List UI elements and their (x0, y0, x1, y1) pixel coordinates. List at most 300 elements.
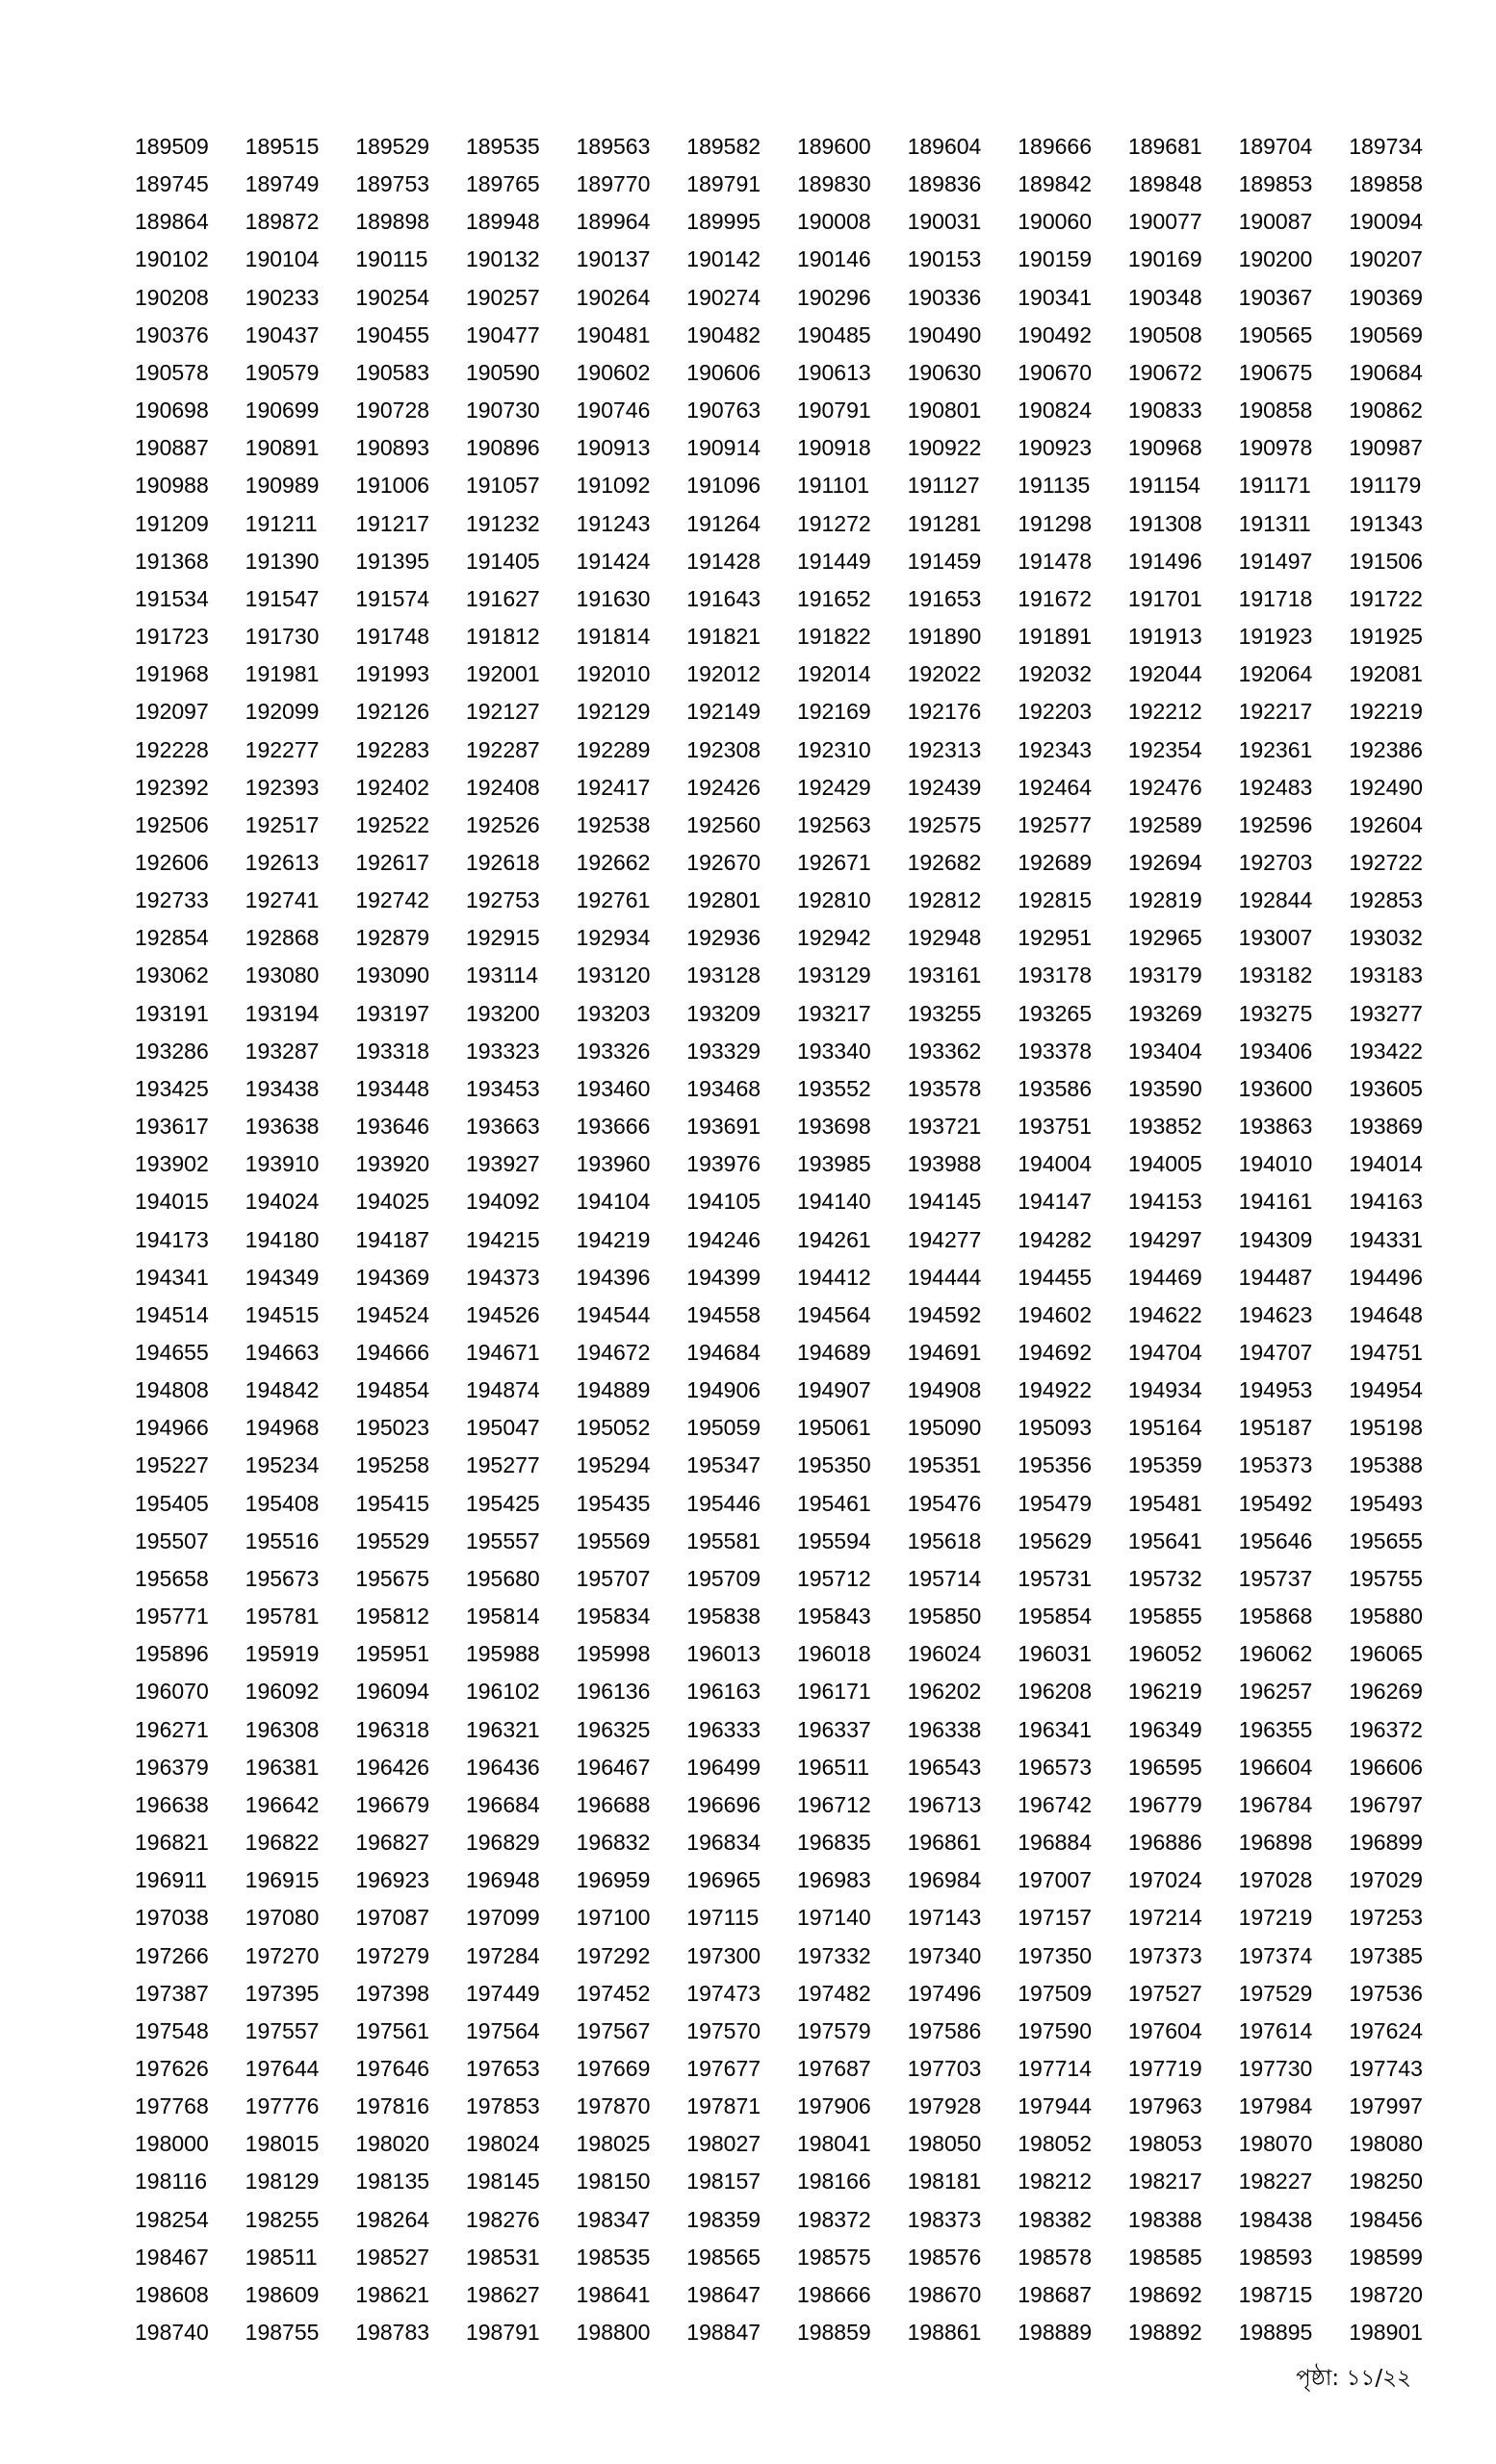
roll-number-cell: 197266 (135, 1942, 209, 1968)
roll-number-cell: 198027 (686, 2131, 761, 2157)
roll-number-cell: 190274 (686, 284, 761, 310)
roll-number-cell: 191311 (1238, 510, 1311, 536)
roll-number-cell: 189830 (796, 171, 871, 197)
roll-number-cell: 192032 (1018, 661, 1092, 687)
roll-number-cell: 196341 (1018, 1716, 1092, 1742)
table-row (135, 1824, 1459, 1861)
roll-number-cell: 192575 (907, 811, 982, 837)
roll-number-cell: 197143 (907, 1905, 982, 1931)
roll-number-cell: 191652 (796, 585, 871, 611)
roll-number-cell: 192212 (1127, 699, 1202, 725)
roll-number-cell: 189600 (796, 134, 871, 159)
roll-number-cell: 190675 (1238, 359, 1313, 385)
table-row (135, 354, 1459, 392)
roll-number-cell: 196355 (1238, 1716, 1313, 1742)
roll-number-cell: 196965 (686, 1867, 761, 1893)
roll-number-cell: 194487 (1238, 1264, 1313, 1290)
roll-number-cell: 189604 (907, 134, 982, 159)
roll-number-cell: 192670 (686, 849, 761, 875)
roll-number-cell: 194014 (1349, 1151, 1423, 1177)
roll-number-cell: 193422 (1349, 1038, 1423, 1064)
roll-number-cell: 198254 (135, 2206, 209, 2232)
roll-number-cell: 192313 (907, 736, 982, 762)
roll-number-cell: 190978 (1238, 435, 1313, 461)
roll-number-cell: 198585 (1127, 2244, 1202, 2270)
roll-number-cell: 192277 (245, 736, 320, 762)
table-row (135, 1938, 1459, 1975)
roll-number-cell: 195227 (135, 1452, 209, 1478)
roll-number-cell: 198116 (135, 2169, 208, 2194)
roll-number-cell: 192577 (1018, 811, 1092, 837)
roll-number-cell: 193910 (245, 1151, 320, 1177)
table-row (135, 1485, 1459, 1523)
roll-number-cell: 194496 (1349, 1264, 1423, 1290)
roll-number-cell: 198641 (576, 2281, 651, 2307)
roll-number-cell: 191993 (355, 661, 430, 687)
roll-number-cell: 197579 (796, 2017, 871, 2043)
roll-number-cell: 198527 (355, 2244, 430, 2270)
roll-number-cell: 195731 (1018, 1565, 1092, 1591)
roll-number-cell: 194623 (1238, 1301, 1313, 1327)
roll-number-cell: 198783 (355, 2320, 430, 2346)
roll-number-cell: 192012 (686, 661, 761, 687)
roll-number-cell: 196163 (686, 1679, 761, 1705)
roll-number-cell: 194874 (465, 1377, 540, 1403)
roll-number-cell: 198608 (135, 2281, 209, 2307)
roll-number-cell: 193920 (355, 1151, 430, 1177)
roll-number-cell: 196467 (576, 1754, 651, 1780)
roll-number-cell: 196911 (135, 1867, 208, 1893)
roll-number-cell: 193869 (1349, 1114, 1423, 1140)
roll-number-cell: 190437 (245, 321, 320, 347)
roll-number-cell: 197557 (245, 2017, 320, 2043)
roll-number-cell: 193988 (907, 1151, 982, 1177)
roll-number-cell: 191496 (1127, 548, 1202, 574)
roll-number-cell: 192753 (465, 887, 540, 913)
roll-number-cell: 198511 (245, 2244, 318, 2270)
roll-number-cell: 195446 (686, 1490, 761, 1516)
roll-number-cell: 196779 (1127, 1791, 1202, 1817)
roll-number-cell: 197482 (796, 1980, 871, 2006)
roll-number-cell: 190254 (355, 284, 430, 310)
roll-number-cell: 196325 (576, 1716, 651, 1742)
roll-number-cell: 193114 (465, 962, 539, 988)
roll-number-cell: 195090 (907, 1415, 982, 1441)
roll-number-cell: 192761 (576, 887, 651, 913)
roll-number-cell: 198720 (1349, 2281, 1423, 2307)
table-row (135, 543, 1459, 580)
roll-number-cell: 191821 (686, 624, 761, 650)
roll-number-cell: 192097 (135, 699, 209, 725)
table-row (135, 166, 1459, 203)
roll-number-cell: 192694 (1127, 849, 1202, 875)
roll-number-cell: 196822 (245, 1830, 320, 1856)
roll-number-cell: 190801 (907, 398, 982, 424)
roll-number-cell: 196202 (907, 1679, 982, 1705)
roll-number-cell: 192099 (245, 699, 320, 725)
roll-number-cell: 190730 (465, 398, 540, 424)
roll-number-cell: 196835 (796, 1830, 871, 1856)
roll-number-cell: 194163 (1349, 1189, 1423, 1215)
roll-number-cell: 197548 (135, 2017, 209, 2043)
roll-number-cell: 189582 (686, 134, 761, 159)
roll-number-cell: 197997 (1349, 2093, 1423, 2119)
roll-number-cell: 198715 (1238, 2281, 1313, 2307)
table-row (135, 1409, 1459, 1447)
roll-number-cell: 193852 (1127, 1114, 1202, 1140)
roll-number-cell: 193277 (1349, 1000, 1423, 1026)
roll-number-cell: 196102 (465, 1679, 540, 1705)
roll-number-cell: 198531 (465, 2244, 540, 2270)
roll-number-cell: 194666 (355, 1340, 430, 1365)
roll-number-cell: 190698 (135, 398, 209, 424)
roll-number-cell: 193406 (1238, 1038, 1313, 1064)
roll-number-cell: 192064 (1238, 661, 1313, 687)
roll-number-cell: 194648 (1349, 1301, 1423, 1327)
roll-number-cell: 192879 (355, 925, 430, 951)
roll-number-cell: 193178 (1018, 962, 1092, 988)
roll-number-cell: 197703 (907, 2055, 982, 2081)
roll-number-cell: 192001 (465, 661, 540, 687)
roll-number-cell: 195581 (686, 1527, 761, 1553)
table-row (135, 1749, 1459, 1786)
roll-number-cell: 194704 (1127, 1340, 1202, 1365)
roll-number-cell: 195277 (465, 1452, 540, 1478)
roll-number-cell: 190477 (465, 321, 540, 347)
roll-number-cell: 192951 (1018, 925, 1092, 951)
roll-number-cell: 195347 (686, 1452, 761, 1478)
roll-number-cell: 195481 (1127, 1490, 1202, 1516)
roll-number-cell: 190207 (1349, 246, 1423, 272)
roll-number-cell: 192812 (907, 887, 982, 913)
table-row (135, 1033, 1459, 1070)
roll-number-cell: 195408 (245, 1490, 320, 1516)
roll-number-cell: 191643 (686, 585, 761, 611)
roll-number-cell: 195061 (796, 1415, 871, 1441)
table-row (135, 317, 1459, 354)
roll-number-cell: 195880 (1349, 1604, 1423, 1630)
roll-number-cell: 197644 (245, 2055, 320, 2081)
roll-number-cell: 194161 (1238, 1189, 1313, 1215)
roll-number-cell: 196024 (907, 1641, 982, 1667)
roll-number-cell: 192464 (1018, 774, 1092, 800)
roll-number-cell: 193617 (135, 1114, 209, 1140)
roll-number-cell: 189535 (465, 134, 540, 159)
roll-number-cell: 195629 (1018, 1527, 1092, 1553)
roll-number-cell: 192014 (796, 661, 871, 687)
roll-number-cell: 191923 (1238, 624, 1313, 650)
roll-number-cell: 190142 (686, 246, 761, 272)
roll-number-cell: 198388 (1127, 2206, 1202, 2232)
roll-number-cell: 196983 (796, 1867, 871, 1893)
roll-number-cell: 193120 (576, 962, 651, 988)
roll-number-cell: 192289 (576, 736, 651, 762)
roll-number-cell: 192854 (135, 925, 209, 951)
roll-number-cell: 198166 (796, 2169, 871, 2194)
roll-number-cell: 193590 (1127, 1075, 1202, 1101)
roll-number-cell: 196595 (1127, 1754, 1202, 1780)
roll-number-cell: 196333 (686, 1716, 761, 1742)
roll-number-cell: 193275 (1238, 1000, 1313, 1026)
roll-number-cell: 198895 (1238, 2320, 1313, 2346)
roll-number-cell: 198692 (1127, 2281, 1202, 2307)
roll-number-cell: 198050 (907, 2131, 982, 2157)
roll-number-cell: 197944 (1018, 2093, 1092, 2119)
roll-number-cell: 190893 (355, 435, 430, 461)
roll-number-cell: 198025 (576, 2131, 651, 2157)
roll-number-cell: 190455 (355, 321, 430, 347)
roll-number-cell: 195294 (576, 1452, 651, 1478)
roll-number-cell: 192408 (465, 774, 540, 800)
roll-number-cell: 194153 (1127, 1189, 1202, 1215)
roll-number-cell: 192517 (245, 811, 320, 837)
roll-number-cell: 190763 (686, 398, 761, 424)
roll-number-cell: 196834 (686, 1830, 761, 1856)
roll-number-cell: 191630 (576, 585, 651, 611)
roll-number-cell: 197776 (245, 2093, 320, 2119)
roll-number-cell: 194592 (907, 1301, 982, 1327)
roll-number-cell: 198212 (1018, 2169, 1092, 2194)
table-row (135, 919, 1459, 957)
roll-number-cell: 192868 (245, 925, 320, 951)
roll-number-cell: 196271 (135, 1716, 209, 1742)
roll-number-cell: 191135 (1018, 473, 1091, 499)
roll-number-cell: 193203 (576, 1000, 651, 1026)
roll-number-cell: 196948 (465, 1867, 540, 1893)
roll-number-cell: 195350 (796, 1452, 871, 1478)
roll-number-cell: 193453 (465, 1075, 540, 1101)
roll-number-cell: 191913 (1127, 624, 1202, 650)
roll-number-cell: 195164 (1127, 1415, 1202, 1441)
roll-number-cell: 197038 (135, 1905, 209, 1931)
roll-number-cell: 194564 (796, 1301, 871, 1327)
roll-number-cell: 195646 (1238, 1527, 1313, 1553)
roll-number-cell: 198181 (907, 2169, 982, 2194)
roll-number-cell: 193183 (1349, 962, 1423, 988)
roll-number-cell: 191101 (796, 473, 869, 499)
roll-number-cell: 195529 (355, 1527, 430, 1553)
roll-number-cell: 196426 (355, 1754, 430, 1780)
roll-number-cell: 197730 (1238, 2055, 1313, 2081)
roll-number-cell: 194369 (355, 1264, 430, 1290)
roll-number-cell: 194968 (245, 1415, 320, 1441)
roll-number-cell: 191154 (1127, 473, 1200, 499)
roll-number-cell: 198264 (355, 2206, 430, 2232)
roll-number-cell: 190913 (576, 435, 651, 461)
roll-number-cell: 195675 (355, 1565, 430, 1591)
roll-number-cell: 190569 (1349, 321, 1423, 347)
roll-number-cell: 197614 (1238, 2017, 1313, 2043)
table-row (135, 467, 1459, 504)
roll-number-cell: 191506 (1349, 548, 1423, 574)
roll-number-cell: 194842 (245, 1377, 320, 1403)
roll-number-cell: 194173 (135, 1226, 209, 1252)
roll-number-cell: 191812 (465, 624, 540, 650)
roll-number-cell: 194349 (245, 1264, 320, 1290)
roll-number-cell: 193468 (686, 1075, 761, 1101)
roll-number-cell: 192671 (796, 849, 871, 875)
roll-number-cell: 190008 (796, 209, 871, 235)
roll-number-cell: 198227 (1238, 2169, 1313, 2194)
roll-number-cell: 191057 (465, 473, 540, 499)
roll-number-cell: 196742 (1018, 1791, 1092, 1817)
roll-number-cell: 196959 (576, 1867, 651, 1893)
roll-number-cell: 190369 (1349, 284, 1423, 310)
roll-number-cell: 197270 (245, 1942, 320, 1968)
roll-number-cell: 190137 (576, 246, 651, 272)
roll-number-cell: 196338 (907, 1716, 982, 1742)
roll-number-cell: 194396 (576, 1264, 651, 1290)
roll-number-cell: 194309 (1238, 1226, 1313, 1252)
roll-number-cell: 194906 (686, 1377, 761, 1403)
roll-number-cell: 196827 (355, 1830, 430, 1856)
roll-number-cell: 196349 (1127, 1716, 1202, 1742)
roll-number-cell: 198576 (907, 2244, 982, 2270)
roll-number-cell: 190746 (576, 398, 651, 424)
roll-number-cell: 189753 (355, 171, 430, 197)
roll-number-cell: 190348 (1127, 284, 1202, 310)
roll-number-cell: 190296 (796, 284, 871, 310)
roll-number-cell: 192506 (135, 811, 209, 837)
roll-number-cell: 197300 (686, 1942, 761, 1968)
roll-number-cell: 191096 (686, 473, 761, 499)
roll-number-cell: 192526 (465, 811, 540, 837)
roll-number-cell: 195834 (576, 1604, 651, 1630)
roll-number-cell: 194219 (576, 1226, 651, 1252)
roll-number-cell: 195673 (245, 1565, 320, 1591)
roll-number-cell: 195493 (1349, 1490, 1423, 1516)
roll-number-cell: 192490 (1349, 774, 1423, 800)
roll-number-cell: 191395 (355, 548, 430, 574)
roll-number-cell: 193062 (135, 962, 209, 988)
roll-number-cell: 194444 (907, 1264, 982, 1290)
roll-number-cell: 190579 (245, 359, 320, 385)
roll-number-cell: 196372 (1349, 1716, 1423, 1742)
table-row (135, 279, 1459, 317)
roll-number-cell: 194373 (465, 1264, 540, 1290)
roll-number-cell: 192476 (1127, 774, 1202, 800)
roll-number-cell: 193255 (907, 1000, 982, 1026)
roll-number-cell: 195771 (135, 1604, 209, 1630)
roll-number-cell: 197567 (576, 2017, 651, 2043)
roll-number-cell: 193448 (355, 1075, 430, 1101)
roll-number-cell: 190094 (1349, 209, 1423, 235)
roll-number-cell: 189995 (686, 209, 761, 235)
roll-number-cell: 194105 (686, 1189, 761, 1215)
roll-number-cell: 193179 (1127, 962, 1202, 988)
roll-number-cell: 194689 (796, 1340, 871, 1365)
roll-number-cell: 192703 (1238, 849, 1313, 875)
roll-number-cell: 191701 (1127, 585, 1202, 611)
roll-number-cell: 195052 (576, 1415, 651, 1441)
roll-number-cell: 197906 (796, 2093, 871, 2119)
roll-number-cell: 189872 (245, 209, 320, 235)
roll-number-cell: 197024 (1127, 1867, 1202, 1893)
roll-number-cell: 194514 (135, 1301, 209, 1327)
roll-number-cell: 197677 (686, 2055, 761, 2081)
roll-number-cell: 198901 (1349, 2320, 1423, 2346)
roll-number-cell: 197374 (1238, 1942, 1313, 1968)
roll-number-cell: 192538 (576, 811, 651, 837)
roll-number-cell: 192361 (1238, 736, 1313, 762)
roll-number-cell: 195388 (1349, 1452, 1423, 1478)
roll-number-cell: 189853 (1238, 171, 1313, 197)
roll-number-cell: 198080 (1349, 2131, 1423, 2157)
roll-number-cell: 191424 (576, 548, 651, 574)
roll-number-cell: 198647 (686, 2281, 761, 2307)
roll-number-cell: 195405 (135, 1490, 209, 1516)
page-number: পৃষ্ঠা: ১১/২২ (1296, 2366, 1411, 2391)
roll-number-cell: 198627 (465, 2281, 540, 2307)
roll-number-cell: 192948 (907, 925, 982, 951)
roll-number-cell: 195234 (245, 1452, 320, 1478)
roll-number-cell: 194412 (796, 1264, 871, 1290)
roll-number-cell: 193666 (576, 1114, 651, 1140)
table-row (135, 1598, 1459, 1635)
roll-number-cell: 190672 (1127, 359, 1202, 385)
table-row (135, 2314, 1459, 2351)
roll-number-cell: 192853 (1349, 887, 1423, 913)
roll-number-cell: 197157 (1018, 1905, 1092, 1931)
roll-number-cell: 196269 (1349, 1679, 1423, 1705)
roll-number-cell: 191814 (576, 624, 651, 650)
roll-number-cell: 196915 (245, 1867, 320, 1893)
roll-number-cell: 191478 (1018, 548, 1092, 574)
roll-number-cell: 191627 (465, 585, 540, 611)
roll-number-cell: 198687 (1018, 2281, 1092, 2307)
roll-number-cell: 192689 (1018, 849, 1092, 875)
roll-number-cell: 193378 (1018, 1038, 1092, 1064)
roll-number-cell: 195093 (1018, 1415, 1092, 1441)
roll-number-cell: 190115 (355, 246, 428, 272)
roll-number-cell: 195461 (796, 1490, 871, 1516)
roll-number-cell: 197398 (355, 1980, 430, 2006)
roll-number-cell: 197590 (1018, 2017, 1092, 2043)
roll-number-cell: 189948 (465, 209, 540, 235)
table-row (135, 128, 1459, 166)
roll-number-cell: 196499 (686, 1754, 761, 1780)
table-row (135, 769, 1459, 807)
roll-number-cell: 193578 (907, 1075, 982, 1101)
roll-number-cell: 189770 (576, 171, 651, 197)
roll-number-cell: 195680 (465, 1565, 540, 1591)
roll-number-cell: 192386 (1349, 736, 1423, 762)
roll-number-cell: 198892 (1127, 2320, 1202, 2346)
roll-number-cell: 194246 (686, 1226, 761, 1252)
roll-number-cell: 193209 (686, 1000, 761, 1026)
table-row (135, 732, 1459, 769)
roll-number-cell: 193721 (907, 1114, 982, 1140)
roll-number-cell: 192742 (355, 887, 430, 913)
roll-number-cell: 192417 (576, 774, 651, 800)
roll-number-cell: 192563 (796, 811, 871, 837)
roll-number-cell: 189842 (1018, 171, 1092, 197)
roll-number-cell: 192965 (1127, 925, 1202, 951)
roll-number-cell: 197332 (796, 1942, 871, 1968)
roll-number-cell: 192169 (796, 699, 871, 725)
roll-number-cell: 194672 (576, 1340, 651, 1365)
roll-number-cell: 196604 (1238, 1754, 1313, 1780)
roll-number-cell: 190060 (1018, 209, 1092, 235)
roll-number-cell: 192819 (1127, 887, 1202, 913)
roll-number-cell: 192604 (1349, 811, 1423, 837)
roll-number-cell: 195812 (355, 1604, 430, 1630)
roll-number-cell: 198052 (1018, 2131, 1092, 2157)
roll-number-cell: 192733 (135, 887, 209, 913)
roll-number-cell: 197653 (465, 2055, 540, 2081)
roll-number-cell: 190989 (245, 473, 320, 499)
roll-number-cell: 189529 (355, 134, 430, 159)
